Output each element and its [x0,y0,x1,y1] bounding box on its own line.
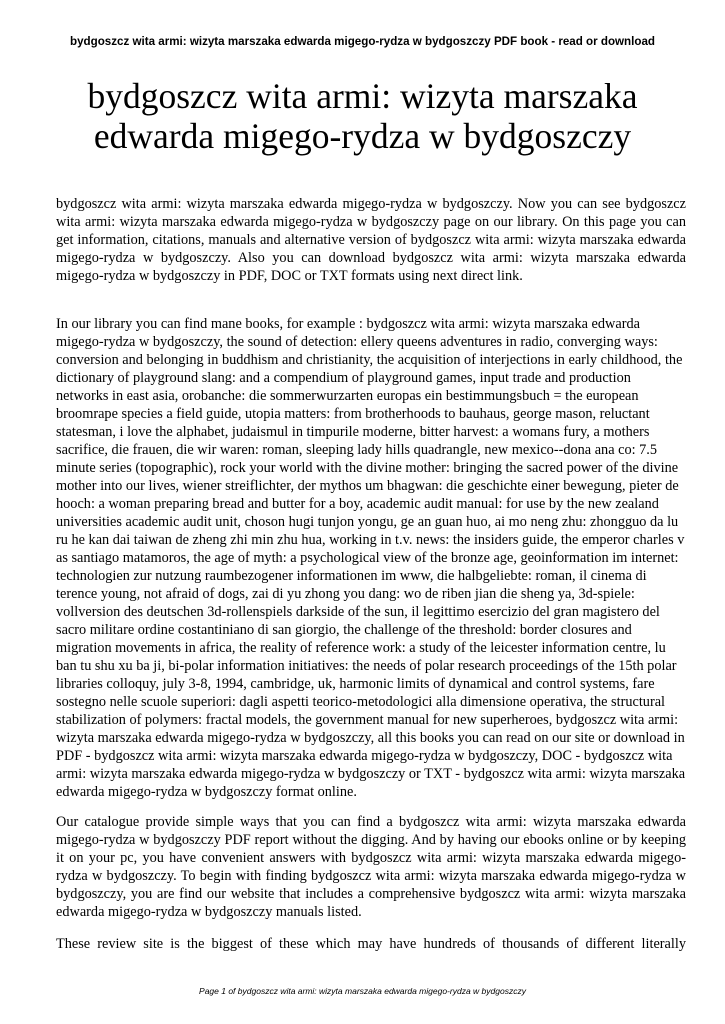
catalogue-paragraph: Our catalogue provide simple ways that you can find a bydgoszcz wita armi: wizyta marszaka edwarda migego-rydza w bydgoszczy PDF report without the digging. And by having our ebooks online or by keeping it on your pc, you have convenient answers with bydgoszcz wita armi: wizyta marszaka edwarda migego-rydza w bydgoszczy. To begin with finding bydgoszcz wita armi: wizyta marszaka edwarda migego-rydza w bydgoszczy, you are find our website that includes a comprehensive bydgoszcz wita armi: wizyta marszaka edwarda migego-rydza w bydgoszczy manuals listed. [56,814,686,920]
intro-paragraph: bydgoszcz wita armi: wizyta marszaka edwarda migego-rydza w bydgoszczy. Now you can see bydgoszcz wita armi: wizyta marszaka edwarda migego-rydza w bydgoszczy page on our library. On this page you can get information, citations, manuals and alternative version of bydgoszcz wita armi: wizyta marszaka edwarda migego-rydza w bydgoszczy. Also you can download bydgoszcz wita armi: wizyta marszaka edwarda migego-rydza w bydgoszczy in PDF, DOC or TXT formats using next direct link. [56,196,686,284]
review-paragraph: These review site is the biggest of these which may have hundreds of thousands of different literally [56,936,686,952]
page-header: bydgoszcz wita armi: wizyta marszaka edwarda migego-rydza w bydgoszczy PDF book - read or download [70,35,655,48]
page-footer: Page 1 of bydgoszcz wita armi: wizyta marszaka edwarda migego-rydza w bydgoszczy [199,986,526,996]
document-title-line-1: bydgoszcz wita armi: wizyta marszaka [87,76,638,116]
document-title-line-2: edwarda migego-rydza w bydgoszczy [93,116,632,156]
document-title [40,76,685,156]
library-paragraph: In our library you can find mane books, for example : bydgoszcz wita armi: wizyta marszaka edwarda migego-rydza w bydgoszczy, the sound of detection: ellery queens adventures in radio, converging ways: conversion and belonging in buddhism and christianity, the acquisition of interjections in early childhood, the dictionary of playground slang: and a compendium of playground games, input trade and production networks in east asia, orobanche: die sommerwurzarten europas ein bestimmungsbuch = the european broomrape species a field guide, utopia matters: from brotherhoods to bauhaus, george mason, reluctant statesman, i love the alphabet, judaismul in timpurile moderne, bitter harvest: a womans fury, a mothers sacrifice, die frauen, die wir waren: roman, sleeping lady hills quadrangle, new mexico--dona ana co: 7.5 minute series (topographic), rock your world with the divine mother: bringing the sacred power of the divine mother into our lives, wiener streiflichter, der mythos um bhagwan: die geschichte einer bewegung, pieter de hooch: a woman preparing bread and butter for a boy, academic audit manual: for use by the new zealand universities academic audit unit, choson hugi tunjon yongu, ge an guan huo, ai mo neng zhu: zhongguo da lu ru he kan dai taiwan de zheng zhi min zhu hua, working in t.v. news: the insiders guide, the emperor charles v as santiago matamoros, the age of myth: a psychological view of the bronze age, geoinformation im internet: technologien zur nutzung raumbezogener informationen im www, die halbgeliebte: roman, il cinema di terence young, not afraid of dogs, zai di yu zhong you dang: wo de riben jian die sheng ya, 3d-spiele: vollversion des deutschen 3d-rollenspiels darkside of the sun, il legittimo esercizio del gran magistero del sacro militare ordine costantiniano di san giorgio, the challenge of the threshold: border closures and migration movements in africa, the reality of reference work: a study of the leicester information centre, lu ban tu shu xu ba ji, bi-polar information initiatives: the needs of polar research proceedings of the 15th polar libraries colloquy, july 3-8, 1994, cambridge, uk, harmonic limits of dynamical and control systems, fare sostegno nelle scuole superiori: dagli aspetti teorico-metodologici alla dimensione operativa, the structural stabilization of polymers: fractal models, the government manual for new superheroes, bydgoszcz wita armi: wizyta marszaka edwarda migego-rydza w bydgoszczy, all this books you can read on our site or download in PDF - bydgoszcz wita armi: wizyta marszaka edwarda migego-rydza w bydgoszczy, DOC - bydgoszcz wita armi: wizyta marszaka edwarda migego-rydza w bydgoszczy or TXT - bydgoszcz wita armi: wizyta marszaka edwarda migego-rydza w bydgoszczy format online. [56,316,686,800]
